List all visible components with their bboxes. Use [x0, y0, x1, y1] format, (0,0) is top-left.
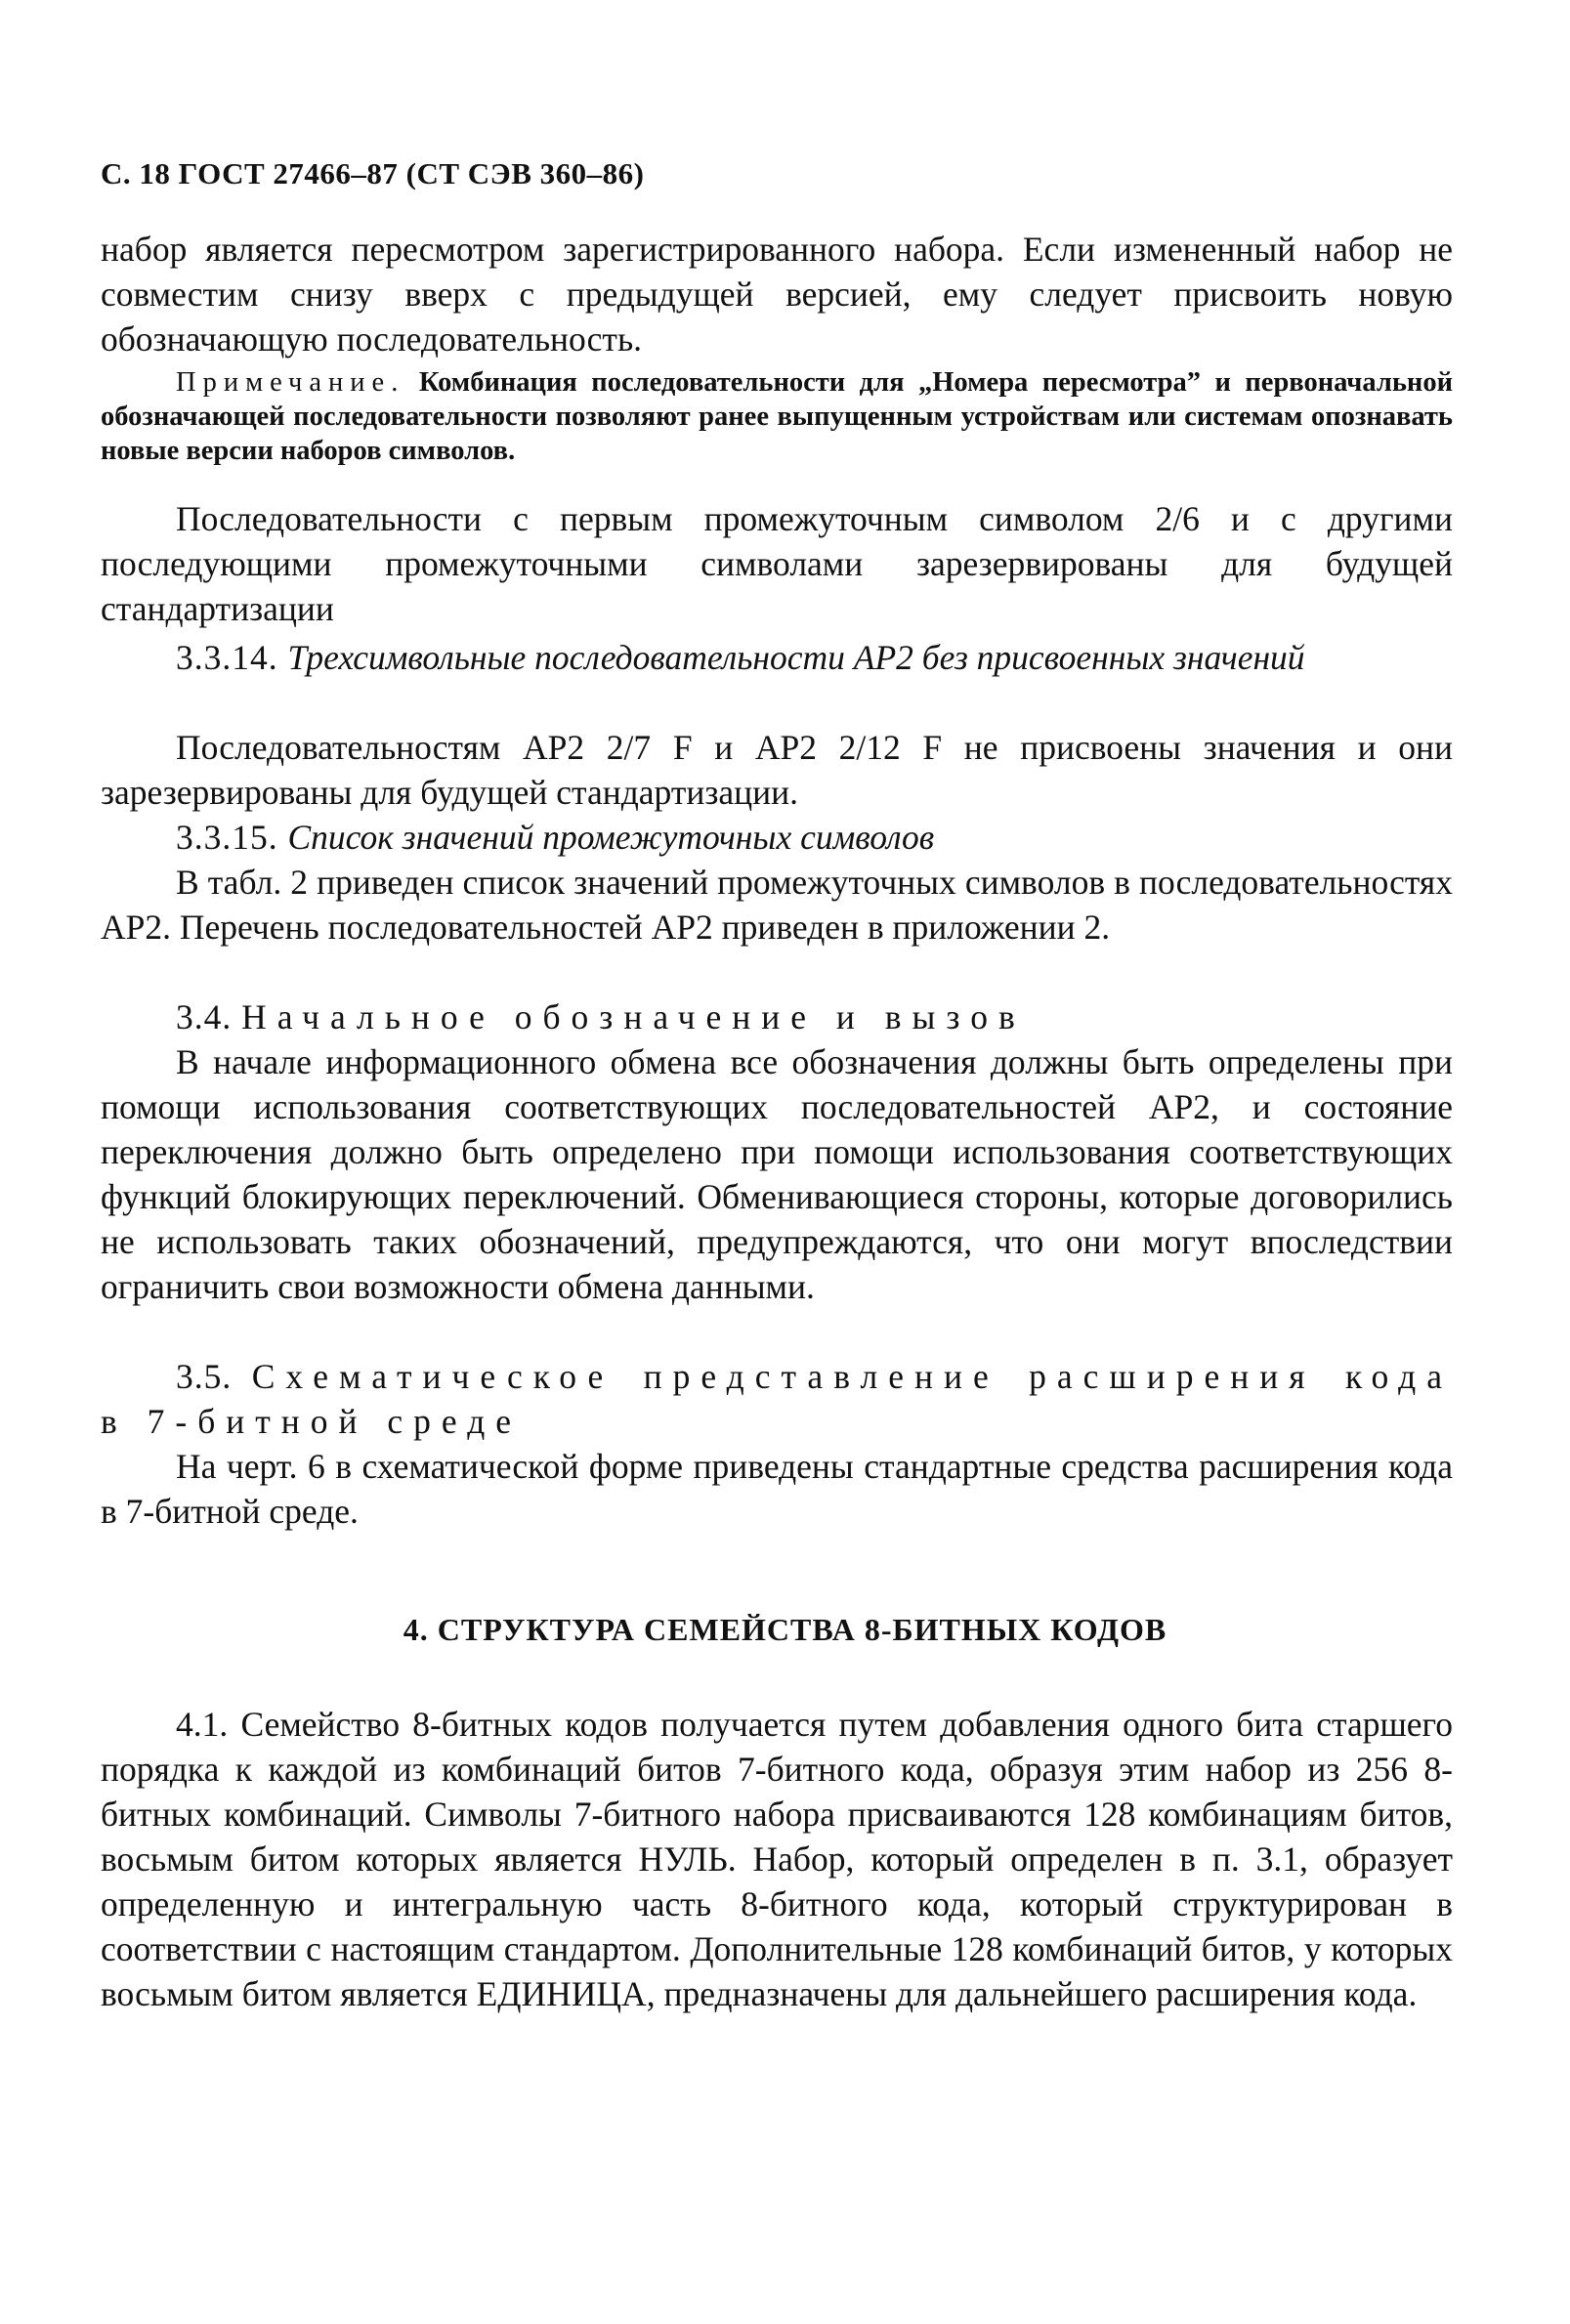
page-header: С. 18 ГОСТ 27466–87 (СТ СЭВ 360–86): [101, 156, 645, 190]
section-number: 3.3.14.: [176, 638, 288, 677]
paragraph-table-2: В табл. 2 приведен список значений промежуточных символов в последовательностях АР2. Перечень последовательностей АР2 приведен в приложении 2.: [101, 863, 1453, 947]
section-title: Трехсимвольные последовательности АР2 без присвоенных значений: [287, 638, 1305, 677]
section-number: 3.5.: [176, 1357, 252, 1396]
paragraph-ap2-sequences: Последовательностям АР2 2/7 F и АР2 2/12 F не присвоены значения и они зарезервированы для будущей стандартизации.: [101, 728, 1453, 812]
paragraph-drawing-6: На черт. 6 в схематической форме приведены стандартные средства расширения кода в 7-битной среде.: [101, 1447, 1453, 1531]
paragraph-reserved-sequences: Последовательности с первым промежуточным символом 2/6 и с другими последующими промежуточными символами зарезервированы для будущей стандартизации: [101, 499, 1453, 628]
paragraph-8-bit-family: 4.1. Семейство 8-битных кодов получается путем добавления одного бита старшего порядка к каждой из комбинаций битов 7-битного кода, образуя этим набор из 256 8-битных комбинаций. Символы 7-битного набора присваиваются 128 комбинациям битов, восьмым битом которых является НУЛЬ. Набор, который определен в п. 3.1, образует определенную и интегральную часть 8-битного кода, который структурирован в соответствии с настоящим стандартом. Дополнительные 128 комбинаций битов, у которых восьмым битом является ЕДИНИЦА, предназначены для дальнейшего расширения кода.: [101, 1705, 1453, 2013]
note-paragraph: [101, 365, 1453, 468]
section-number: 3.4.: [176, 997, 242, 1036]
section-4-heading: 4. СТРУКТУРА СЕМЕЙСТВА 8-БИТНЫХ КОДОВ: [403, 1612, 1167, 1647]
section-3-5: [101, 1354, 1453, 1444]
section-number: 3.3.15.: [176, 818, 288, 857]
section-3-3-15: [101, 815, 1453, 860]
paragraph-initial-designation: В начале информационного обмена все обозначения должны быть определены при помощи использования соответствующих последовательностей АР2, и состояние переключения должно быть определено при помощи использования соответствующих функций блокирующих переключений. Обменивающиеся стороны, которые договорились не использовать таких обозначений, предупреждаются, что они могут впоследствии ограничить свои возможности обмена данными.: [101, 1042, 1453, 1306]
section-title: Схематическое представление расширения кода в 7-битной среде: [101, 1357, 1453, 1441]
note-label: Примечание.: [176, 367, 405, 398]
paragraph-revision: набор является пересмотром зарегистрированного набора. Если измененный набор не совместим снизу вверх с предыдущей версией, ему следует присвоить новую обозначающую последовательность.: [101, 230, 1453, 359]
section-3-4: [101, 994, 1453, 1039]
section-title: Список значений промежуточных символов: [287, 818, 935, 857]
section-3-3-14: [101, 635, 1453, 680]
section-title: Начальное обозначение и вызов: [241, 997, 1026, 1036]
note-text: Комбинация последовательности для „Номера пересмотра” и первоначальной обозначающей последовательности позволяют ранее выпущенным устройствам или системам опознавать новые версии наборов символов.: [101, 367, 1453, 466]
